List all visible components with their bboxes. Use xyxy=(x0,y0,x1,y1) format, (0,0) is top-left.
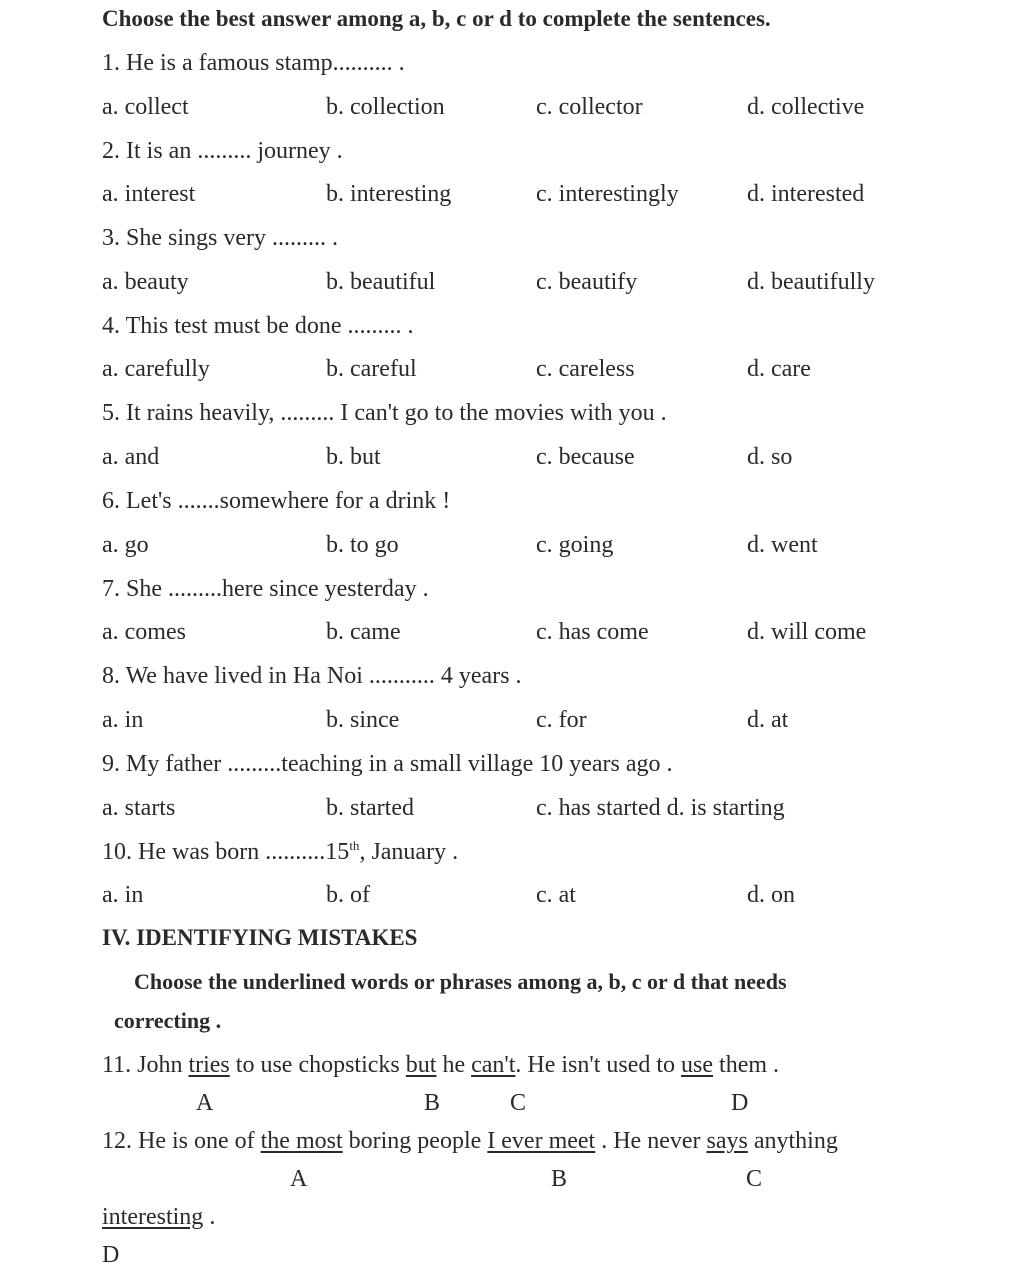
q12-text: anything xyxy=(747,1128,838,1154)
option-2d: d. interested xyxy=(747,181,865,207)
q11-underlined-b: but xyxy=(405,1052,437,1078)
question-7: 7. She .........here since yesterday . xyxy=(102,576,429,602)
q11-label-b: B xyxy=(424,1090,441,1116)
option-3c: c. beautify xyxy=(536,269,638,295)
option-3b: b. beautiful xyxy=(326,269,436,295)
option-9c: c. has started d. is starting xyxy=(536,795,785,821)
q12-underlined-a: the most xyxy=(260,1128,343,1154)
q11-underlined-d: use xyxy=(681,1052,714,1078)
question-1: 1. He is a famous stamp.......... . xyxy=(102,50,405,76)
option-8a: a. in xyxy=(102,707,144,733)
option-8d: d. at xyxy=(747,707,789,733)
question-11 xyxy=(102,1050,779,1080)
option-4b: b. careful xyxy=(326,356,417,382)
q11-text: to use chopsticks xyxy=(229,1052,406,1078)
question-5: 5. It rains heavily, ......... I can't go to the movies with you . xyxy=(102,400,667,426)
q11-text: them . xyxy=(713,1052,780,1078)
option-6a: a. go xyxy=(102,532,149,558)
question-10-text: 10. He was born ..........15 xyxy=(102,839,350,865)
question-8: 8. We have lived in Ha Noi ........... 4 years . xyxy=(102,663,522,689)
option-4d: d. care xyxy=(747,356,811,382)
q12-continuation xyxy=(102,1202,215,1232)
option-7d: d. will come xyxy=(747,619,867,645)
question-10 xyxy=(102,837,458,867)
q12-text: boring people xyxy=(342,1128,488,1154)
q12-text: . He never xyxy=(595,1128,707,1154)
question-12 xyxy=(102,1126,838,1156)
option-5b: b. but xyxy=(326,444,381,470)
question-2: 2. It is an ......... journey . xyxy=(102,138,343,164)
q11-label-d: D xyxy=(731,1090,749,1116)
option-2c: c. interestingly xyxy=(536,181,679,207)
q11-underlined-c: can't xyxy=(471,1052,516,1078)
option-3a: a. beauty xyxy=(102,269,189,295)
section-heading: IV. IDENTIFYING MISTAKES xyxy=(102,925,418,950)
option-1d: d. collective xyxy=(747,94,865,120)
question-4: 4. This test must be done ......... . xyxy=(102,313,414,339)
option-7b: b. came xyxy=(326,619,401,645)
option-1a: a. collect xyxy=(102,94,189,120)
option-5d: d. so xyxy=(747,444,793,470)
section-instruction: Choose the underlined words or phrases among a, b, c or d that needs xyxy=(134,969,787,994)
option-6d: d. went xyxy=(747,532,818,558)
q11-text: 11. John xyxy=(102,1052,189,1078)
option-8c: c. for xyxy=(536,707,587,733)
option-5a: a. and xyxy=(102,444,160,470)
option-9b: b. started xyxy=(326,795,414,821)
q12-underlined-b: I ever meet xyxy=(487,1128,596,1154)
option-5c: c. because xyxy=(536,444,635,470)
option-1b: b. collection xyxy=(326,94,445,120)
option-10c: c. at xyxy=(536,882,576,908)
option-6b: b. to go xyxy=(326,532,399,558)
option-8b: b. since xyxy=(326,707,400,733)
question-6: 6. Let's .......somewhere for a drink ! xyxy=(102,488,451,514)
option-7c: c. has come xyxy=(536,619,649,645)
question-9: 9. My father .........teaching in a small village 10 years ago . xyxy=(102,751,673,777)
option-2a: a. interest xyxy=(102,181,196,207)
q12-label-c: C xyxy=(746,1166,763,1192)
option-10d: d. on xyxy=(747,882,795,908)
q12-text: . xyxy=(203,1204,216,1230)
q11-label-c: C xyxy=(510,1090,527,1116)
instruction-heading: Choose the best answer among a, b, c or d to complete the sentences. xyxy=(102,6,771,31)
q12-label-d: D xyxy=(102,1242,120,1268)
q12-underlined-d: interesting xyxy=(102,1204,204,1230)
q12-label-a: A xyxy=(290,1166,308,1192)
section-instruction-cont: correcting . xyxy=(114,1008,222,1033)
q12-label-b: B xyxy=(551,1166,568,1192)
question-10-text-end: , January . xyxy=(359,839,459,865)
question-3: 3. She sings very ......... . xyxy=(102,225,338,251)
option-3d: d. beautifully xyxy=(747,269,875,295)
q12-text: 12. He is one of xyxy=(102,1128,261,1154)
q12-underlined-c: says xyxy=(706,1128,748,1154)
question-10-superscript: th xyxy=(349,838,360,853)
option-4c: c. careless xyxy=(536,356,635,382)
q11-underlined-a: tries xyxy=(188,1052,230,1078)
q11-text: . He isn't used to xyxy=(515,1052,682,1078)
option-1c: c. collector xyxy=(536,94,643,120)
option-9a: a. starts xyxy=(102,795,176,821)
option-4a: a. carefully xyxy=(102,356,210,382)
option-7a: a. comes xyxy=(102,619,186,645)
option-6c: c. going xyxy=(536,532,614,558)
q11-text: he xyxy=(436,1052,472,1078)
option-10b: b. of xyxy=(326,882,370,908)
option-10a: a. in xyxy=(102,882,144,908)
q11-label-a: A xyxy=(196,1090,214,1116)
option-2b: b. interesting xyxy=(326,181,452,207)
